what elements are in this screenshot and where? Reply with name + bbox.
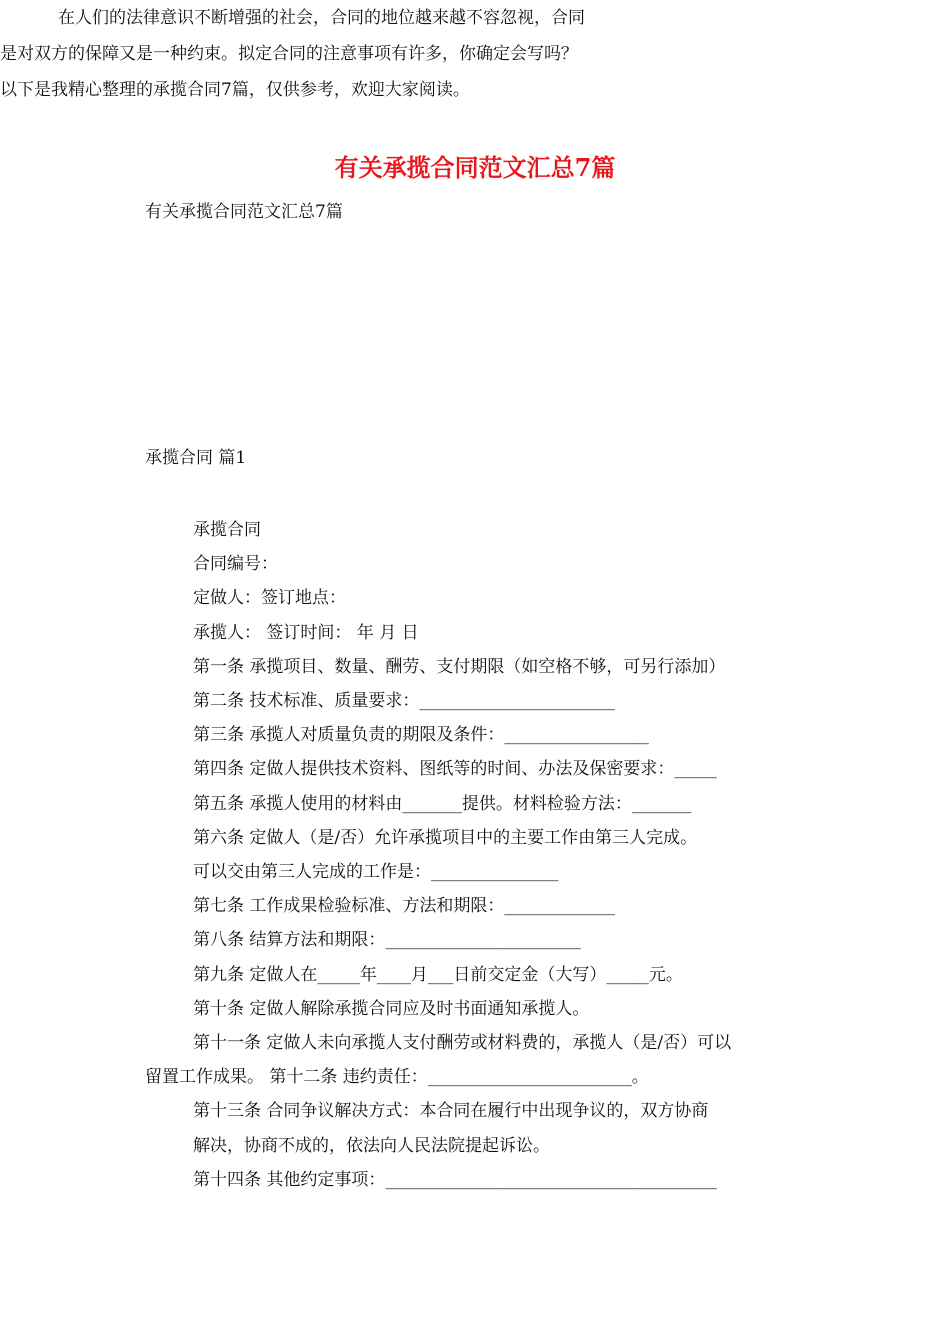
document-title: 有关承揽合同范文汇总7篇 [334, 153, 616, 182]
document-subtitle: 有关承揽合同范文汇总7篇 [145, 202, 343, 222]
contract-line: 第四条 定做人提供技术资料、图纸等的时间、办法及保密要求：_____ [193, 759, 717, 780]
contract-line: 第三条 承揽人对质量负责的期限及条件：_________________ [193, 725, 649, 746]
contract-line: 第七条 工作成果检验标准、方法和期限：_____________ [193, 896, 615, 917]
contract-line: 第二条 技术标准、质量要求：_______________________ [193, 691, 615, 712]
contract-line: 可以交由第三人完成的工作是：_______________ [193, 862, 559, 883]
contract-line: 第六条 定做人（是/否）允许承揽项目中的主要工作由第三人完成。 [193, 827, 698, 848]
contract-line: 第十三条 合同争议解决方式：本合同在履行中出现争议的，双方协商 [193, 1101, 709, 1122]
intro-line: 在人们的法律意识不断增强的社会，合同的地位越来越不容忽视，合同 [58, 8, 585, 28]
contract-body [145, 513, 810, 1197]
contract-line: 第一条 承揽项目、数量、酬劳、支付期限（如空格不够，可另行添加） [193, 656, 726, 677]
contract-line: 承揽合同 [193, 520, 261, 540]
contract-line: 第十四条 其他约定事项：_______________________________________ [193, 1169, 717, 1190]
contract-line: 合同编号： [193, 554, 278, 575]
section-heading: 承揽合同 篇1 [145, 448, 247, 468]
contract-line: 解决，协商不成的，依法向人民法院提起诉讼。 [193, 1135, 550, 1156]
contract-line: 承揽人： 签订时间： 年 月 日 [193, 622, 419, 643]
contract-line: 第五条 承揽人使用的材料由_______提供。材料检验方法：_______ [193, 793, 692, 814]
contract-line: 第十条 定做人解除承揽合同应及时书面通知承揽人。 [193, 998, 590, 1019]
contract-line: 第八条 结算方法和期限：_______________________ [193, 930, 581, 951]
contract-line: 留置工作成果。 第十二条 违约责任：________________________。 [145, 1067, 649, 1088]
contract-line: 第十一条 定做人未向承揽人支付酬劳或材料费的，承揽人（是/否）可以 [193, 1033, 732, 1054]
intro-paragraph [0, 0, 660, 108]
intro-line: 以下是我精心整理的承揽合同7篇，仅供参考，欢迎大家阅读。 [0, 80, 470, 100]
contract-line: 第九条 定做人在_____年____月___日前交定金（大写）_____元。 [193, 964, 683, 985]
intro-line: 是对双方的保障又是一种约束。拟定合同的注意事项有许多，你确定会写吗？ [0, 44, 578, 64]
contract-line: 定做人：签订地点： [193, 588, 346, 609]
